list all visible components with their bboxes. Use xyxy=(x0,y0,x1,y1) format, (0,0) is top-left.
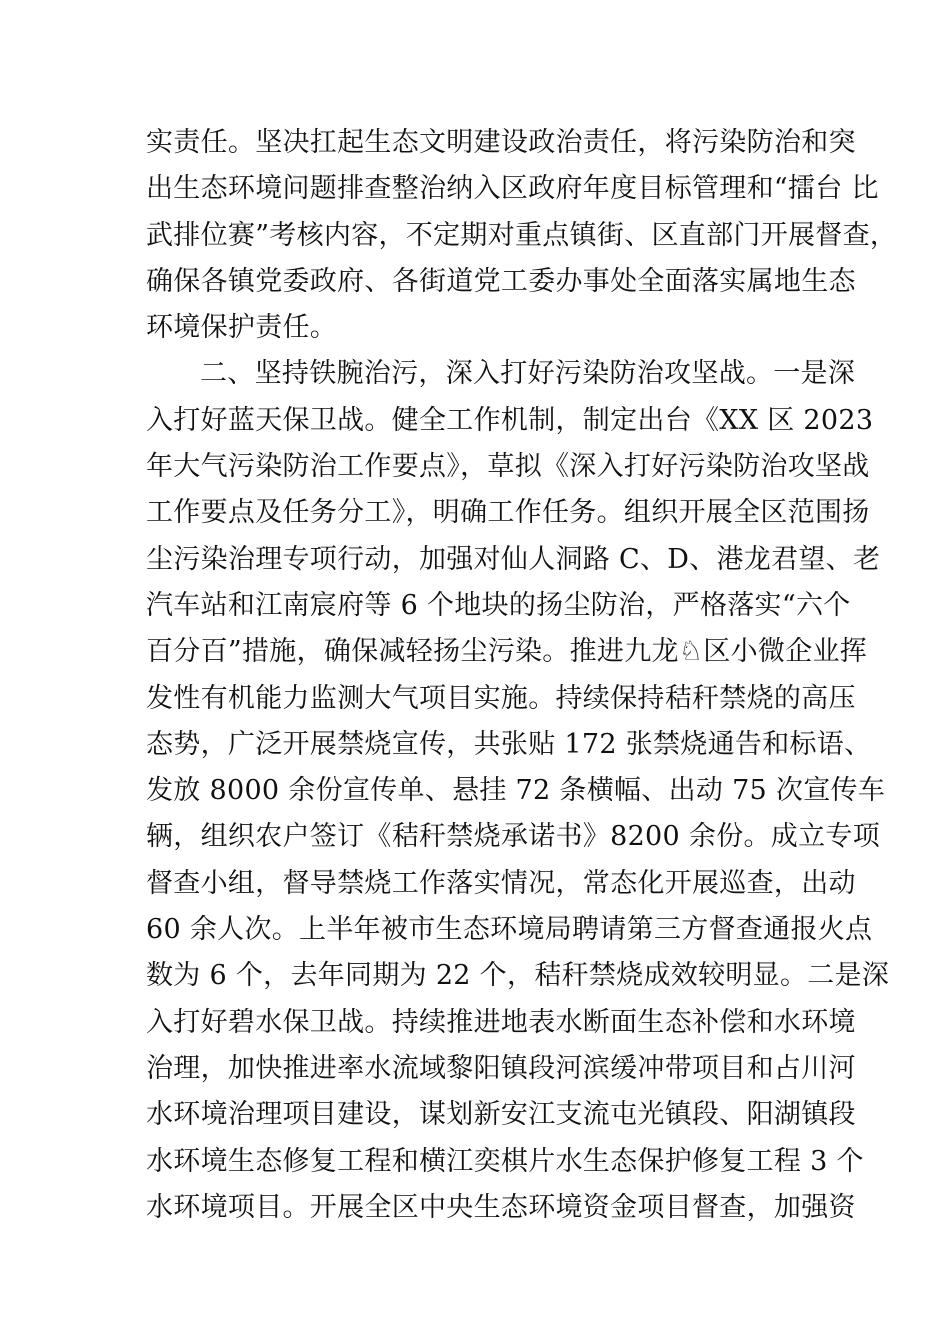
text-line: 入打好碧水保卫战。持续推进地表水断面生态补偿和水环境 xyxy=(146,1006,856,1038)
text-line: 态势，广泛开展禁烧宣传，共张贴 172 张禁烧通告和标语、 xyxy=(146,728,872,760)
text-line: 60 余人次。上半年被市生态环境局聘请第三方督查通报火点 xyxy=(146,914,873,946)
text-line: 水环境治理项目建设，谋划新安江支流屯光镇段、阳湖镇段 xyxy=(146,1099,856,1131)
text-line: 尘污染治理专项行动，加强对仙人洞路 C、D、港龙君望、老 xyxy=(146,543,881,575)
text-line: 环境保护责任。 xyxy=(146,312,338,344)
text-line: 治理，加快推进率水流域黎阳镇段河滨缓冲带项目和占川河 xyxy=(146,1052,856,1084)
text-line: 汽车站和江南宸府等 6 个地块的扬尘防治，严格落实“六个 xyxy=(146,589,851,621)
text-line: 工作要点及任务分工》，明确工作任务。组织开展全区范围扬 xyxy=(146,497,870,529)
text-line: 入打好蓝天保卫战。健全工作机制，制定出台《XX 区 2023 xyxy=(146,404,874,436)
text-line: 水环境项目。开展全区中央生态环境资金项目督查，加强资 xyxy=(146,1191,856,1223)
document-body xyxy=(146,120,898,1231)
text-line: 督查小组，督导禁烧工作落实情况，常态化开展巡查，出动 xyxy=(146,867,856,899)
text-line: 发性有机能力监测大气项目实施。持续保持秸秆禁烧的高压 xyxy=(146,682,856,714)
text-line: 年大气污染防治工作要点》，草拟《深入打好污染防治攻坚战 xyxy=(146,451,870,483)
text-line: 确保各镇党委政府、各街道党工委办事处全面落实属地生态 xyxy=(146,265,856,297)
text-line: 百分百”措施，确保减轻扬尘污染。推进九龙♘区小微企业挥 xyxy=(146,636,868,668)
text-line: 出生态环境问题排查整治纳入区政府年度目标管理和“擂台 比 xyxy=(146,173,879,205)
text-line: 实责任。坚决扛起生态文明建设政治责任，将污染防治和突 xyxy=(146,127,856,158)
text-line: 水环境生态修复工程和横江奕棋片水生态保护修复工程 3 个 xyxy=(146,1145,864,1177)
text-line: 数为 6 个，去年同期为 22 个，秸秆禁烧成效较明显。二是深 xyxy=(146,960,890,992)
paragraph-first-line: 二、坚持铁腕治污，深入打好污染防治攻坚战。一是深 xyxy=(200,358,856,390)
text-line: 发放 8000 余份宣传单、悬挂 72 条横幅、出动 75 次宣传车 xyxy=(146,775,886,807)
text-line: 辆，组织农户签订《秸秆禁烧承诺书》8200 余份。成立专项 xyxy=(146,821,880,853)
text-line: 武排位赛”考核内容，不定期对重点镇街、区直部门开展督查， xyxy=(146,219,898,251)
